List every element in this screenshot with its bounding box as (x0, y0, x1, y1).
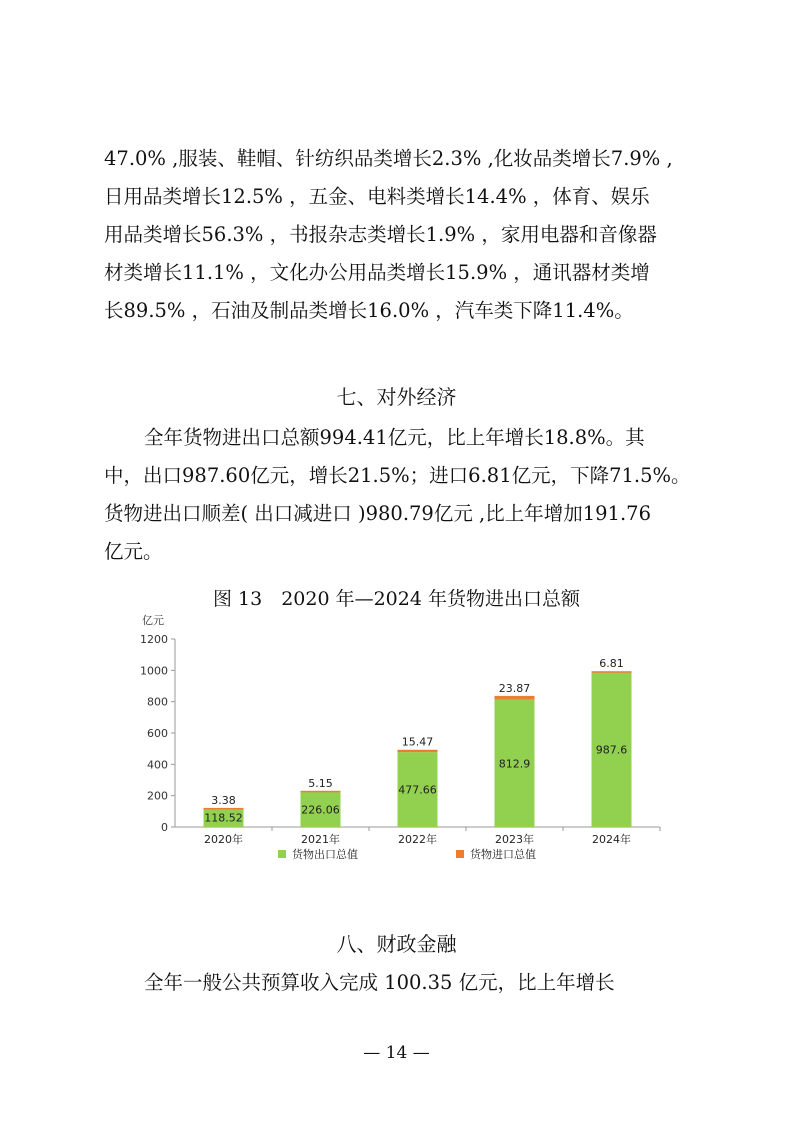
text-line: 长89.5% ，石油及制品类增长16.0% ，汽车类下降11.4%。 (104, 299, 634, 322)
export-value-label: 987.6 (595, 743, 628, 757)
y-tick-label: 0 (161, 821, 168, 834)
y-tick-label: 1200 (140, 633, 168, 646)
paragraph-retail-categories (104, 140, 694, 330)
y-unit-label: 亿元 (142, 614, 164, 627)
text-line: 材类增长11.1% ，文化办公用品类增长15.9% ，通讯器材类增 (104, 261, 650, 284)
text-line: 中，出口987.60亿元，增长21.5%；进口6.81亿元，下降71.5%。 (104, 464, 691, 487)
x-category-label: 2021年 (301, 833, 340, 846)
export-value-label: 226.06 (301, 803, 340, 817)
text-line: 货物进出口顺差( 出口减进口 )980.79亿元 ,比上年增加191.76 (104, 502, 651, 525)
import-bar (592, 671, 632, 673)
text-line: 全年一般公共预算收入完成 100.35 亿元，比上年增长 (144, 971, 615, 994)
text-line: 全年货物进出口总额994.41亿元，比上年增长18.8%。其 (144, 426, 645, 449)
section-heading-foreign-economy: 七、对外经济 (336, 385, 457, 409)
text-line: 日用品类增长12.5% ，五金、电料类增长14.4% ，体育、娱乐 (104, 185, 650, 208)
legend-label-import: 货物进口总值 (470, 848, 536, 861)
y-tick-label: 1000 (140, 664, 168, 678)
text-line: 用品类增长56.3% ，书报杂志类增长1.9% ，家用电器和音像器 (104, 223, 657, 246)
section-heading-finance: 八、财政金融 (336, 932, 457, 956)
import-bar (495, 696, 535, 700)
y-tick-label: 200 (147, 789, 168, 803)
import-value-label: 3.38 (211, 793, 236, 807)
import-bar (301, 791, 341, 793)
import-bar (398, 750, 438, 752)
export-value-label: 477.66 (398, 783, 437, 797)
import-bar (204, 808, 244, 810)
trade-bar-chart (130, 610, 670, 875)
import-value-label: 15.47 (401, 735, 434, 749)
text-line: 亿元。 (104, 540, 163, 563)
legend-label-export: 货物出口总值 (292, 848, 358, 861)
x-category-label: 2022年 (398, 833, 437, 846)
paragraph-trade (104, 419, 694, 571)
legend-swatch-export (278, 850, 286, 858)
paragraph-finance (104, 964, 694, 1002)
import-value-label: 23.87 (498, 681, 531, 695)
text-line: 47.0% ,服装、鞋帽、针纺织品类增长2.3% ,化妆品类增长7.9% , (104, 147, 673, 170)
page-number: — 14 — (363, 1043, 430, 1063)
export-value-label: 812.9 (498, 757, 531, 771)
figure-title: 图 13 2020 年—2024 年货物进出口总额 (212, 588, 580, 610)
legend-swatch-import (456, 850, 464, 858)
x-category-label: 2023年 (495, 833, 534, 846)
y-tick-label: 400 (147, 758, 168, 772)
y-tick-label: 800 (147, 695, 168, 709)
x-category-label: 2020年 (204, 833, 243, 846)
y-tick-label: 600 (147, 727, 168, 740)
import-value-label: 6.81 (599, 657, 624, 671)
import-value-label: 5.15 (308, 776, 333, 790)
x-category-label: 2024年 (592, 833, 631, 846)
export-value-label: 118.52 (204, 811, 243, 825)
